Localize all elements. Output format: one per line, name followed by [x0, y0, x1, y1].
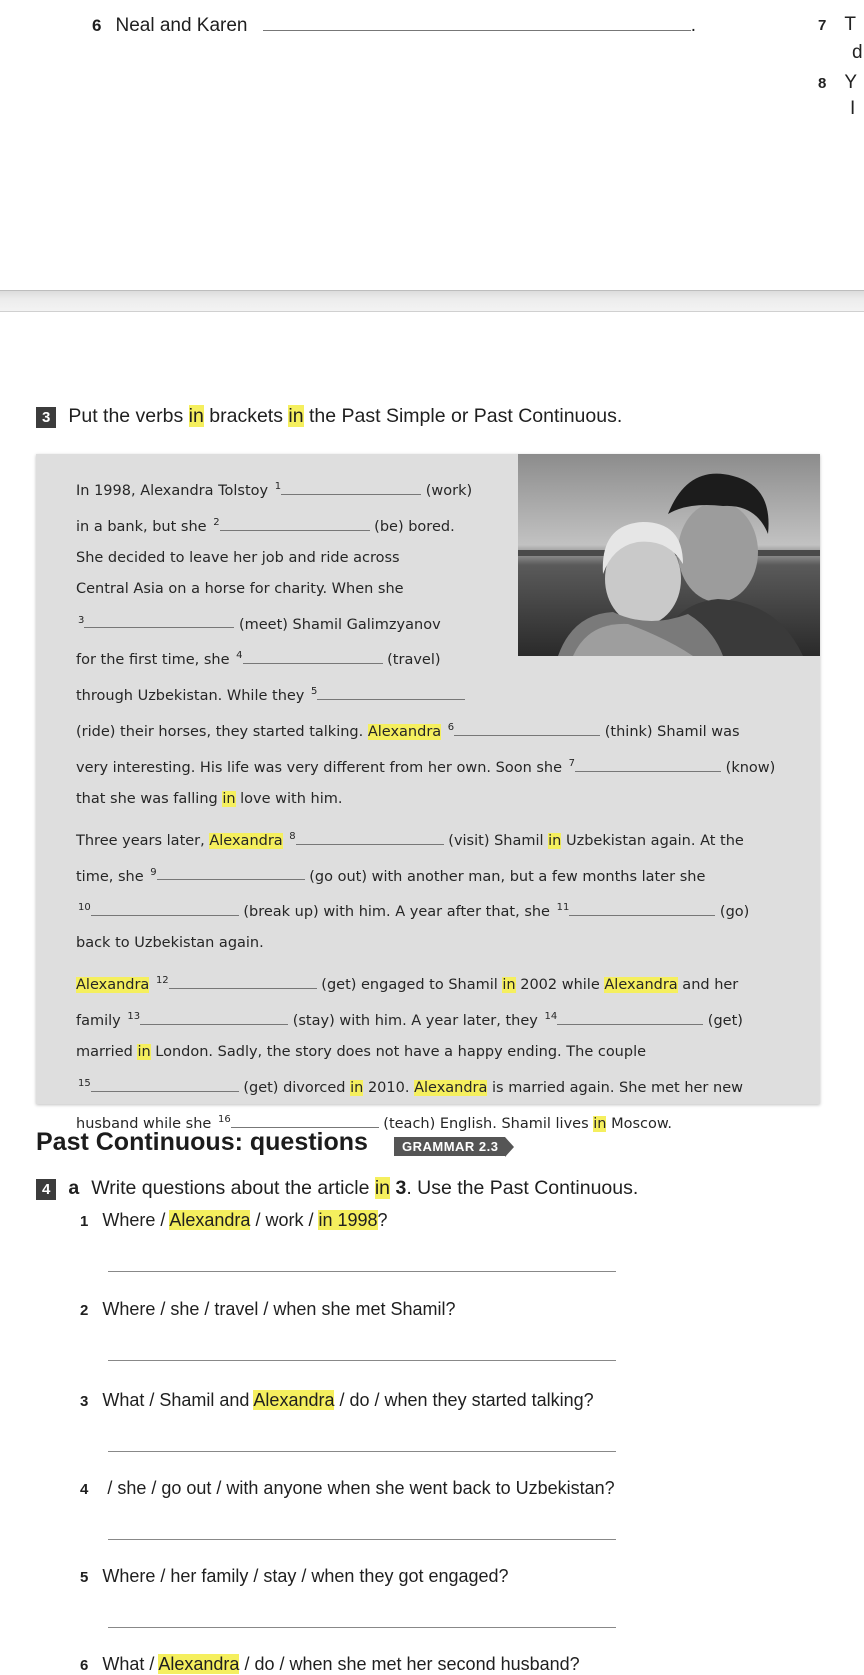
question-number: 6	[80, 1657, 89, 1674]
exercise-4-instruction	[36, 1177, 638, 1200]
item-end: .	[690, 15, 697, 36]
highlighted-word: in	[374, 1177, 391, 1199]
gap-number: 7	[568, 757, 576, 769]
article-line	[76, 507, 806, 543]
text-segment: married	[76, 1043, 138, 1060]
text-segment: for the first time, she	[76, 652, 235, 669]
article-line	[76, 857, 806, 893]
text-segment: (travel)	[382, 652, 441, 669]
article-line	[76, 1068, 806, 1104]
instruction-text: the Past Simple or Past Continuous.	[303, 405, 623, 427]
text-segment: (get) engaged to Shamil	[316, 977, 503, 994]
answer-gap[interactable]	[157, 865, 305, 880]
answer-line[interactable]	[108, 1538, 616, 1540]
text-segment: (think) Shamil was	[600, 723, 740, 740]
text-segment: (ride) their horses, they started talking.	[76, 723, 368, 740]
answer-line[interactable]	[108, 1450, 616, 1452]
text-segment: Where / her family / stay / when they got engaged?	[102, 1566, 509, 1586]
gap-number: 11	[556, 902, 570, 914]
highlighted-word: in	[137, 1043, 151, 1060]
article-line	[76, 676, 806, 712]
answer-line[interactable]	[108, 1270, 616, 1272]
gap-number: 13	[127, 1011, 141, 1023]
answer-gap[interactable]	[220, 516, 370, 531]
text-segment: She decided to leave her job and ride across	[76, 549, 400, 566]
answer-gap[interactable]	[91, 901, 239, 916]
text-segment: husband while she	[76, 1115, 216, 1132]
gap-number: 3	[78, 614, 85, 626]
question-item	[80, 1478, 615, 1499]
highlighted-word: in	[350, 1079, 364, 1096]
question-number: 3	[80, 1393, 89, 1410]
text-segment: (be) bored.	[369, 518, 455, 535]
article-line	[76, 574, 806, 605]
text-segment: (stay) with him. A year later, they	[288, 1012, 543, 1029]
text-segment: ?	[377, 1210, 388, 1230]
fragment-text: Y	[844, 72, 858, 93]
answer-line[interactable]	[108, 1359, 616, 1361]
exercise-letter: a	[68, 1177, 80, 1199]
instruction-text: Write questions about the article	[91, 1177, 375, 1199]
text-segment	[149, 977, 154, 993]
text-segment: love with him.	[235, 790, 343, 807]
text-segment: is married again. She met her new	[487, 1079, 743, 1096]
text-segment: / work /	[250, 1210, 319, 1230]
answer-gap[interactable]	[575, 757, 721, 772]
text-segment: / do / when they started talking?	[334, 1390, 594, 1410]
text-segment: What / Shamil and	[102, 1390, 254, 1410]
question-item	[80, 1390, 594, 1411]
gap-number: 9	[150, 866, 157, 878]
gap-number: 2	[213, 516, 220, 528]
text-segment	[441, 724, 446, 740]
article-line	[76, 965, 806, 1001]
article-line	[76, 543, 806, 574]
gap-number: 8	[289, 830, 296, 842]
gap-number: 12	[155, 975, 169, 987]
text-segment: What /	[102, 1654, 159, 1674]
text-segment: that she was falling	[76, 790, 223, 807]
item-text: Neal and Karen	[115, 15, 248, 36]
answer-gap[interactable]	[140, 1010, 288, 1025]
answer-gap[interactable]	[317, 685, 465, 700]
article-line	[76, 605, 806, 641]
text-segment: / she / go out / with anyone when she went back to Uzbekistan?	[102, 1478, 615, 1498]
answer-gap[interactable]	[281, 480, 421, 495]
right-fragment-8	[818, 72, 857, 94]
article-line	[76, 471, 806, 507]
article-line	[76, 892, 806, 928]
text-segment: (break up) with him. A year after that, she	[238, 904, 555, 921]
text-segment: and her	[677, 977, 739, 994]
fragment-number: 8	[818, 75, 827, 92]
highlighted-word: in	[288, 405, 304, 427]
article-line	[76, 784, 806, 815]
answer-gap[interactable]	[296, 830, 444, 845]
top-item-6	[92, 14, 696, 37]
text-segment: time, she	[76, 868, 149, 885]
highlighted-word: Alexandra	[367, 723, 442, 740]
article-line	[76, 712, 806, 748]
gap-number: 1	[274, 481, 282, 492]
highlighted-word: Alexandra	[76, 977, 150, 994]
gap-number: 14	[544, 1011, 558, 1023]
gap-number: 4	[236, 650, 243, 662]
text-segment: (go)	[715, 904, 750, 921]
answer-gap[interactable]	[557, 1010, 703, 1025]
question-number: 2	[80, 1302, 89, 1319]
highlighted-word: in 1998	[318, 1210, 378, 1230]
text-segment: back to Uzbekistan again.	[76, 935, 264, 952]
text-segment: (meet) Shamil Galimzyanov	[234, 616, 441, 633]
question-number: 5	[80, 1569, 89, 1586]
fragment-number: 7	[818, 17, 827, 34]
text-segment: (get) divorced	[238, 1079, 351, 1096]
text-segment: Central Asia on a horse for charity. When she	[76, 580, 404, 597]
text-segment: In 1998, Alexandra Tolstoy	[76, 482, 273, 499]
right-fragment-8b	[850, 98, 855, 120]
text-segment: / do / when she met her second husband?	[239, 1654, 580, 1674]
article-line	[76, 1037, 806, 1068]
answer-gap[interactable]	[243, 649, 383, 664]
highlighted-word: Alexandra	[209, 832, 283, 849]
article-text	[76, 471, 806, 1140]
page-separator	[0, 290, 864, 312]
item-number: 6	[92, 16, 102, 35]
fragment-text: I	[850, 98, 856, 119]
instruction-text: brackets	[203, 405, 289, 427]
highlighted-word: Alexandra	[169, 1210, 251, 1230]
highlighted-word: in	[222, 790, 236, 807]
highlighted-word: Alexandra	[253, 1390, 335, 1410]
text-segment: (visit) Shamil	[443, 832, 549, 849]
gap-number: 16	[217, 1113, 231, 1125]
answer-gap[interactable]	[231, 1113, 379, 1128]
instruction-text: . Use the Past Continuous.	[406, 1177, 639, 1199]
text-segment: family	[76, 1012, 126, 1029]
instruction-text: Put the verbs	[68, 405, 189, 427]
text-segment: (get)	[703, 1012, 743, 1029]
text-segment: Three years later,	[76, 832, 210, 849]
text-segment: very interesting. His life was very different from her own. Soon she	[76, 759, 567, 776]
text-segment	[283, 833, 288, 849]
answer-line[interactable]	[108, 1626, 616, 1628]
exercise-3-instruction	[36, 405, 622, 428]
highlighted-word: in	[188, 405, 204, 427]
fragment-text: T	[844, 14, 856, 35]
article-line	[76, 748, 806, 784]
article-line	[76, 821, 806, 857]
text-segment: Moscow.	[606, 1115, 672, 1132]
gap-number: 15	[78, 1077, 91, 1089]
answer-gap[interactable]	[169, 974, 317, 989]
text-segment: Uzbekistan again. At the	[561, 832, 744, 849]
highlighted-word: in	[548, 832, 562, 849]
answer-gap[interactable]	[454, 721, 600, 736]
exercise-number-badge: 3	[36, 407, 56, 428]
highlighted-word: in	[502, 977, 516, 994]
text-segment: 2002 while	[515, 977, 605, 994]
text-segment: (go out) with another man, but a few months later she	[304, 868, 706, 885]
grammar-reference-tag[interactable]: GRAMMAR 2.3	[394, 1137, 505, 1156]
right-fragment-7b	[852, 42, 863, 64]
text-segment: (know)	[721, 759, 776, 776]
answer-gap[interactable]	[91, 1077, 239, 1092]
fragment-text: d	[852, 42, 863, 63]
article-line	[76, 928, 806, 959]
question-item	[80, 1210, 388, 1231]
text-segment: 2010.	[363, 1079, 415, 1096]
question-number: 1	[80, 1213, 89, 1230]
question-item	[80, 1566, 509, 1587]
answer-gap[interactable]	[84, 613, 234, 628]
text-segment: in a bank, but she	[76, 518, 212, 535]
exercise-reference: 3	[395, 1177, 407, 1199]
answer-blank[interactable]	[263, 14, 691, 31]
gap-number: 10	[78, 902, 91, 914]
article-box	[36, 454, 820, 1132]
highlighted-word: Alexandra	[604, 977, 678, 994]
gap-number: 6	[447, 722, 455, 734]
article-line	[76, 640, 806, 676]
answer-gap[interactable]	[569, 901, 715, 916]
right-fragment-7	[818, 14, 856, 36]
exercise-number-badge: 4	[36, 1179, 56, 1200]
article-line	[76, 1001, 806, 1037]
highlighted-word: Alexandra	[158, 1654, 240, 1674]
text-segment: London. Sadly, the story does not have a happy ending. The couple	[150, 1043, 647, 1060]
text-segment: (work)	[421, 482, 473, 499]
text-segment: (teach) English. Shamil lives	[378, 1115, 594, 1132]
highlighted-word: in	[593, 1115, 607, 1132]
gap-number: 5	[311, 686, 318, 698]
text-segment: Where /	[102, 1210, 170, 1230]
section-title: Past Continuous: questions	[36, 1128, 368, 1156]
question-item	[80, 1299, 456, 1320]
question-number: 4	[80, 1481, 89, 1498]
text-segment: Where / she / travel / when she met Shamil?	[102, 1299, 456, 1319]
highlighted-word: Alexandra	[414, 1079, 488, 1096]
text-segment: through Uzbekistan. While they	[76, 688, 309, 705]
